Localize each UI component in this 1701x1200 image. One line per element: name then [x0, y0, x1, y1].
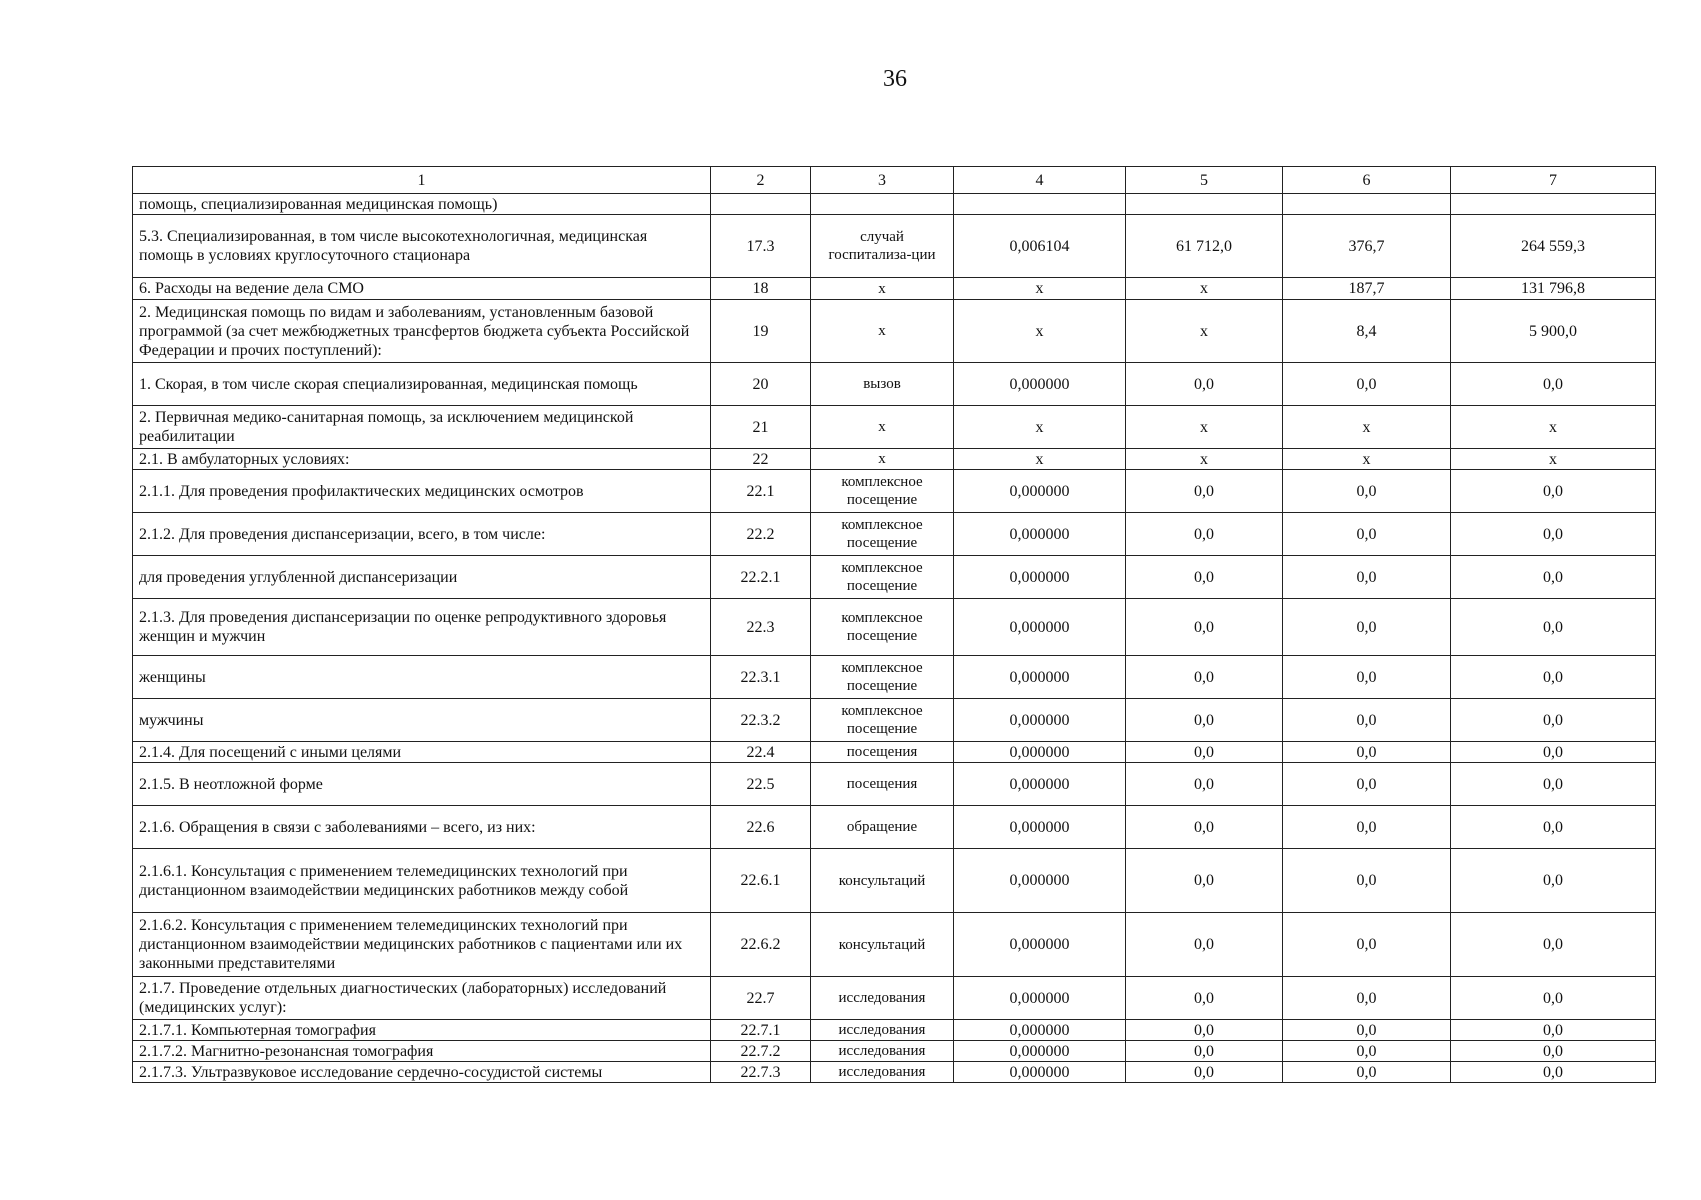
per-capita-amount: 0,0: [1283, 977, 1451, 1020]
row-code: 22.7: [711, 977, 811, 1020]
total-cost: 0,0: [1451, 849, 1656, 913]
row-label: 2.1.7.1. Компьютерная томография: [133, 1020, 711, 1041]
row-code: 22.4: [711, 742, 811, 763]
row-label: 2.1.7. Проведение отдельных диагностических (лабораторных) исследований (медицинских услуг):: [133, 977, 711, 1020]
standard-volume: 0,000000: [954, 656, 1126, 699]
unit-of-measure: вызов: [811, 363, 954, 406]
row-label: 2.1.2. Для проведения диспансеризации, всего, в том числе:: [133, 513, 711, 556]
standard-volume: х: [954, 300, 1126, 363]
per-capita-amount: 376,7: [1283, 215, 1451, 278]
total-cost: 0,0: [1451, 913, 1656, 977]
unit-of-measure: х: [811, 406, 954, 449]
total-cost: х: [1451, 449, 1656, 470]
unit-cost: 0,0: [1126, 849, 1283, 913]
unit-cost: 0,0: [1126, 556, 1283, 599]
table-row: [133, 1062, 1656, 1083]
total-cost: 0,0: [1451, 656, 1656, 699]
row-code: 22.3.1: [711, 656, 811, 699]
total-cost: 0,0: [1451, 742, 1656, 763]
per-capita-amount: х: [1283, 449, 1451, 470]
standard-volume: 0,000000: [954, 363, 1126, 406]
unit-cost: 0,0: [1126, 1062, 1283, 1083]
total-cost: 0,0: [1451, 599, 1656, 656]
row-code: [711, 194, 811, 215]
row-code: 22.1: [711, 470, 811, 513]
total-cost: 0,0: [1451, 699, 1656, 742]
standard-volume: 0,000000: [954, 1041, 1126, 1062]
total-cost: 0,0: [1451, 806, 1656, 849]
per-capita-amount: [1283, 194, 1451, 215]
row-label: 2.1.7.2. Магнитно-резонансная томография: [133, 1041, 711, 1062]
table-row: [133, 599, 1656, 656]
unit-of-measure: случай госпитализа-ции: [811, 215, 954, 278]
table-row: [133, 742, 1656, 763]
row-label: 6. Расходы на ведение дела СМО: [133, 278, 711, 300]
standard-volume: 0,000000: [954, 849, 1126, 913]
standard-volume: 0,000000: [954, 599, 1126, 656]
table-row: [133, 1041, 1656, 1062]
row-code: 20: [711, 363, 811, 406]
table-row: [133, 300, 1656, 363]
table-row: [133, 278, 1656, 300]
per-capita-amount: 0,0: [1283, 1062, 1451, 1083]
row-label: 2.1.3. Для проведения диспансеризации по оценке репродуктивного здоровья женщин и мужчин: [133, 599, 711, 656]
table-row: [133, 470, 1656, 513]
unit-of-measure: х: [811, 300, 954, 363]
row-label: мужчины: [133, 699, 711, 742]
table-row: [133, 449, 1656, 470]
table-row: [133, 849, 1656, 913]
unit-cost: [1126, 194, 1283, 215]
column-header: 1: [133, 167, 711, 194]
standard-volume: х: [954, 406, 1126, 449]
unit-of-measure: комплексное посещение: [811, 656, 954, 699]
unit-cost: 0,0: [1126, 913, 1283, 977]
per-capita-amount: 0,0: [1283, 763, 1451, 806]
per-capita-amount: х: [1283, 406, 1451, 449]
unit-cost: х: [1126, 278, 1283, 300]
per-capita-amount: 0,0: [1283, 849, 1451, 913]
unit-cost: 0,0: [1126, 763, 1283, 806]
total-cost: 0,0: [1451, 363, 1656, 406]
standard-volume: х: [954, 449, 1126, 470]
total-cost: 0,0: [1451, 513, 1656, 556]
unit-cost: 0,0: [1126, 1020, 1283, 1041]
total-cost: 0,0: [1451, 470, 1656, 513]
row-code: 22: [711, 449, 811, 470]
row-label: женщины: [133, 656, 711, 699]
row-code: 22.2: [711, 513, 811, 556]
row-label: 2.1. В амбулаторных условиях:: [133, 449, 711, 470]
table-row: [133, 363, 1656, 406]
row-code: 18: [711, 278, 811, 300]
unit-of-measure: исследования: [811, 1020, 954, 1041]
unit-cost: 0,0: [1126, 656, 1283, 699]
table-row: [133, 806, 1656, 849]
per-capita-amount: 0,0: [1283, 470, 1451, 513]
row-label: 2.1.1. Для проведения профилактических медицинских осмотров: [133, 470, 711, 513]
row-code: 22.6: [711, 806, 811, 849]
column-header: 4: [954, 167, 1126, 194]
standard-volume: 0,000000: [954, 742, 1126, 763]
unit-of-measure: комплексное посещение: [811, 556, 954, 599]
table-row: [133, 656, 1656, 699]
total-cost: 0,0: [1451, 1062, 1656, 1083]
standard-volume: 0,000000: [954, 913, 1126, 977]
standard-volume: 0,000000: [954, 470, 1126, 513]
per-capita-amount: 8,4: [1283, 300, 1451, 363]
standard-volume: 0,000000: [954, 763, 1126, 806]
per-capita-amount: 0,0: [1283, 556, 1451, 599]
unit-cost: 0,0: [1126, 470, 1283, 513]
table-row: [133, 556, 1656, 599]
table-row: [133, 215, 1656, 278]
column-header: 3: [811, 167, 954, 194]
standard-volume: 0,000000: [954, 806, 1126, 849]
unit-cost: 0,0: [1126, 513, 1283, 556]
unit-cost: 0,0: [1126, 1041, 1283, 1062]
row-label: 2.1.7.3. Ультразвуковое исследование сердечно-сосудистой системы: [133, 1062, 711, 1083]
unit-of-measure: исследования: [811, 1062, 954, 1083]
row-label: 2.1.6.1. Консультация с применением телемедицинских технологий при дистанционном взаимодействии медицинских работников между собой: [133, 849, 711, 913]
table-row: [133, 977, 1656, 1020]
total-cost: 5 900,0: [1451, 300, 1656, 363]
row-label: 2.1.6.2. Консультация с применением телемедицинских технологий при дистанционном взаимодействии медицинских работников с пациентами или их законными представителями: [133, 913, 711, 977]
row-code: 22.7.3: [711, 1062, 811, 1083]
table-row: [133, 1020, 1656, 1041]
unit-of-measure: комплексное посещение: [811, 513, 954, 556]
unit-of-measure: комплексное посещение: [811, 599, 954, 656]
row-label: 5.3. Специализированная, в том числе высокотехнологичная, медицинская помощь в условиях круглосуточного стационара: [133, 215, 711, 278]
unit-cost: 0,0: [1126, 699, 1283, 742]
per-capita-amount: 187,7: [1283, 278, 1451, 300]
unit-cost: х: [1126, 300, 1283, 363]
standard-volume: 0,000000: [954, 1062, 1126, 1083]
row-code: 22.7.2: [711, 1041, 811, 1062]
per-capita-amount: 0,0: [1283, 599, 1451, 656]
row-code: 21: [711, 406, 811, 449]
unit-of-measure: консультаций: [811, 913, 954, 977]
per-capita-amount: 0,0: [1283, 656, 1451, 699]
total-cost: 0,0: [1451, 1020, 1656, 1041]
row-label: 1. Скорая, в том числе скорая специализированная, медицинская помощь: [133, 363, 711, 406]
standard-volume: 0,000000: [954, 1020, 1126, 1041]
per-capita-amount: 0,0: [1283, 1020, 1451, 1041]
total-cost: [1451, 194, 1656, 215]
unit-of-measure: комплексное посещение: [811, 699, 954, 742]
unit-of-measure: консультаций: [811, 849, 954, 913]
unit-cost: 0,0: [1126, 363, 1283, 406]
row-label: 2.1.4. Для посещений с иными целями: [133, 742, 711, 763]
row-code: 22.6.2: [711, 913, 811, 977]
table-header-row: [133, 167, 1656, 194]
per-capita-amount: 0,0: [1283, 363, 1451, 406]
unit-of-measure: х: [811, 449, 954, 470]
per-capita-amount: 0,0: [1283, 1041, 1451, 1062]
per-capita-amount: 0,0: [1283, 806, 1451, 849]
row-label: 2. Первичная медико-санитарная помощь, за исключением медицинской реабилитации: [133, 406, 711, 449]
unit-of-measure: посещения: [811, 742, 954, 763]
total-cost: 131 796,8: [1451, 278, 1656, 300]
total-cost: 0,0: [1451, 1041, 1656, 1062]
unit-of-measure: посещения: [811, 763, 954, 806]
unit-of-measure: обращение: [811, 806, 954, 849]
unit-of-measure: исследования: [811, 977, 954, 1020]
row-code: 22.6.1: [711, 849, 811, 913]
column-header: 5: [1126, 167, 1283, 194]
row-label: помощь, специализированная медицинская помощь): [133, 194, 711, 215]
row-label: для проведения углубленной диспансеризации: [133, 556, 711, 599]
standard-volume: 0,000000: [954, 556, 1126, 599]
per-capita-amount: 0,0: [1283, 742, 1451, 763]
unit-cost: 0,0: [1126, 806, 1283, 849]
standard-volume: 0,006104: [954, 215, 1126, 278]
unit-cost: х: [1126, 406, 1283, 449]
column-header: 7: [1451, 167, 1656, 194]
total-cost: 0,0: [1451, 556, 1656, 599]
page-number: 36: [883, 66, 907, 92]
unit-cost: х: [1126, 449, 1283, 470]
per-capita-amount: 0,0: [1283, 513, 1451, 556]
standard-volume: [954, 194, 1126, 215]
row-code: 19: [711, 300, 811, 363]
total-cost: 0,0: [1451, 977, 1656, 1020]
table-row: [133, 194, 1656, 215]
unit-of-measure: исследования: [811, 1041, 954, 1062]
data-table: [132, 166, 1656, 1083]
table-row: [133, 763, 1656, 806]
table-row: [133, 913, 1656, 977]
row-code: 22.7.1: [711, 1020, 811, 1041]
unit-cost: 0,0: [1126, 599, 1283, 656]
unit-cost: 61 712,0: [1126, 215, 1283, 278]
total-cost: 0,0: [1451, 763, 1656, 806]
row-code: 22.3.2: [711, 699, 811, 742]
table-row: [133, 699, 1656, 742]
unit-of-measure: [811, 194, 954, 215]
unit-cost: 0,0: [1126, 977, 1283, 1020]
unit-cost: 0,0: [1126, 742, 1283, 763]
per-capita-amount: 0,0: [1283, 913, 1451, 977]
per-capita-amount: 0,0: [1283, 699, 1451, 742]
column-header: 2: [711, 167, 811, 194]
row-label: 2.1.5. В неотложной форме: [133, 763, 711, 806]
table-row: [133, 513, 1656, 556]
standard-volume: 0,000000: [954, 977, 1126, 1020]
row-label: 2. Медицинская помощь по видам и заболеваниям, установленным базовой программой (за счет межбюджетных трансфертов бюджета субъекта Российской Федерации и прочих поступлений):: [133, 300, 711, 363]
standard-volume: 0,000000: [954, 513, 1126, 556]
standard-volume: 0,000000: [954, 699, 1126, 742]
row-code: 17.3: [711, 215, 811, 278]
row-code: 22.2.1: [711, 556, 811, 599]
row-code: 22.3: [711, 599, 811, 656]
table-row: [133, 406, 1656, 449]
total-cost: 264 559,3: [1451, 215, 1656, 278]
column-header: 6: [1283, 167, 1451, 194]
row-code: 22.5: [711, 763, 811, 806]
unit-of-measure: комплексное посещение: [811, 470, 954, 513]
unit-of-measure: х: [811, 278, 954, 300]
row-label: 2.1.6. Обращения в связи с заболеваниями – всего, из них:: [133, 806, 711, 849]
standard-volume: х: [954, 278, 1126, 300]
total-cost: х: [1451, 406, 1656, 449]
